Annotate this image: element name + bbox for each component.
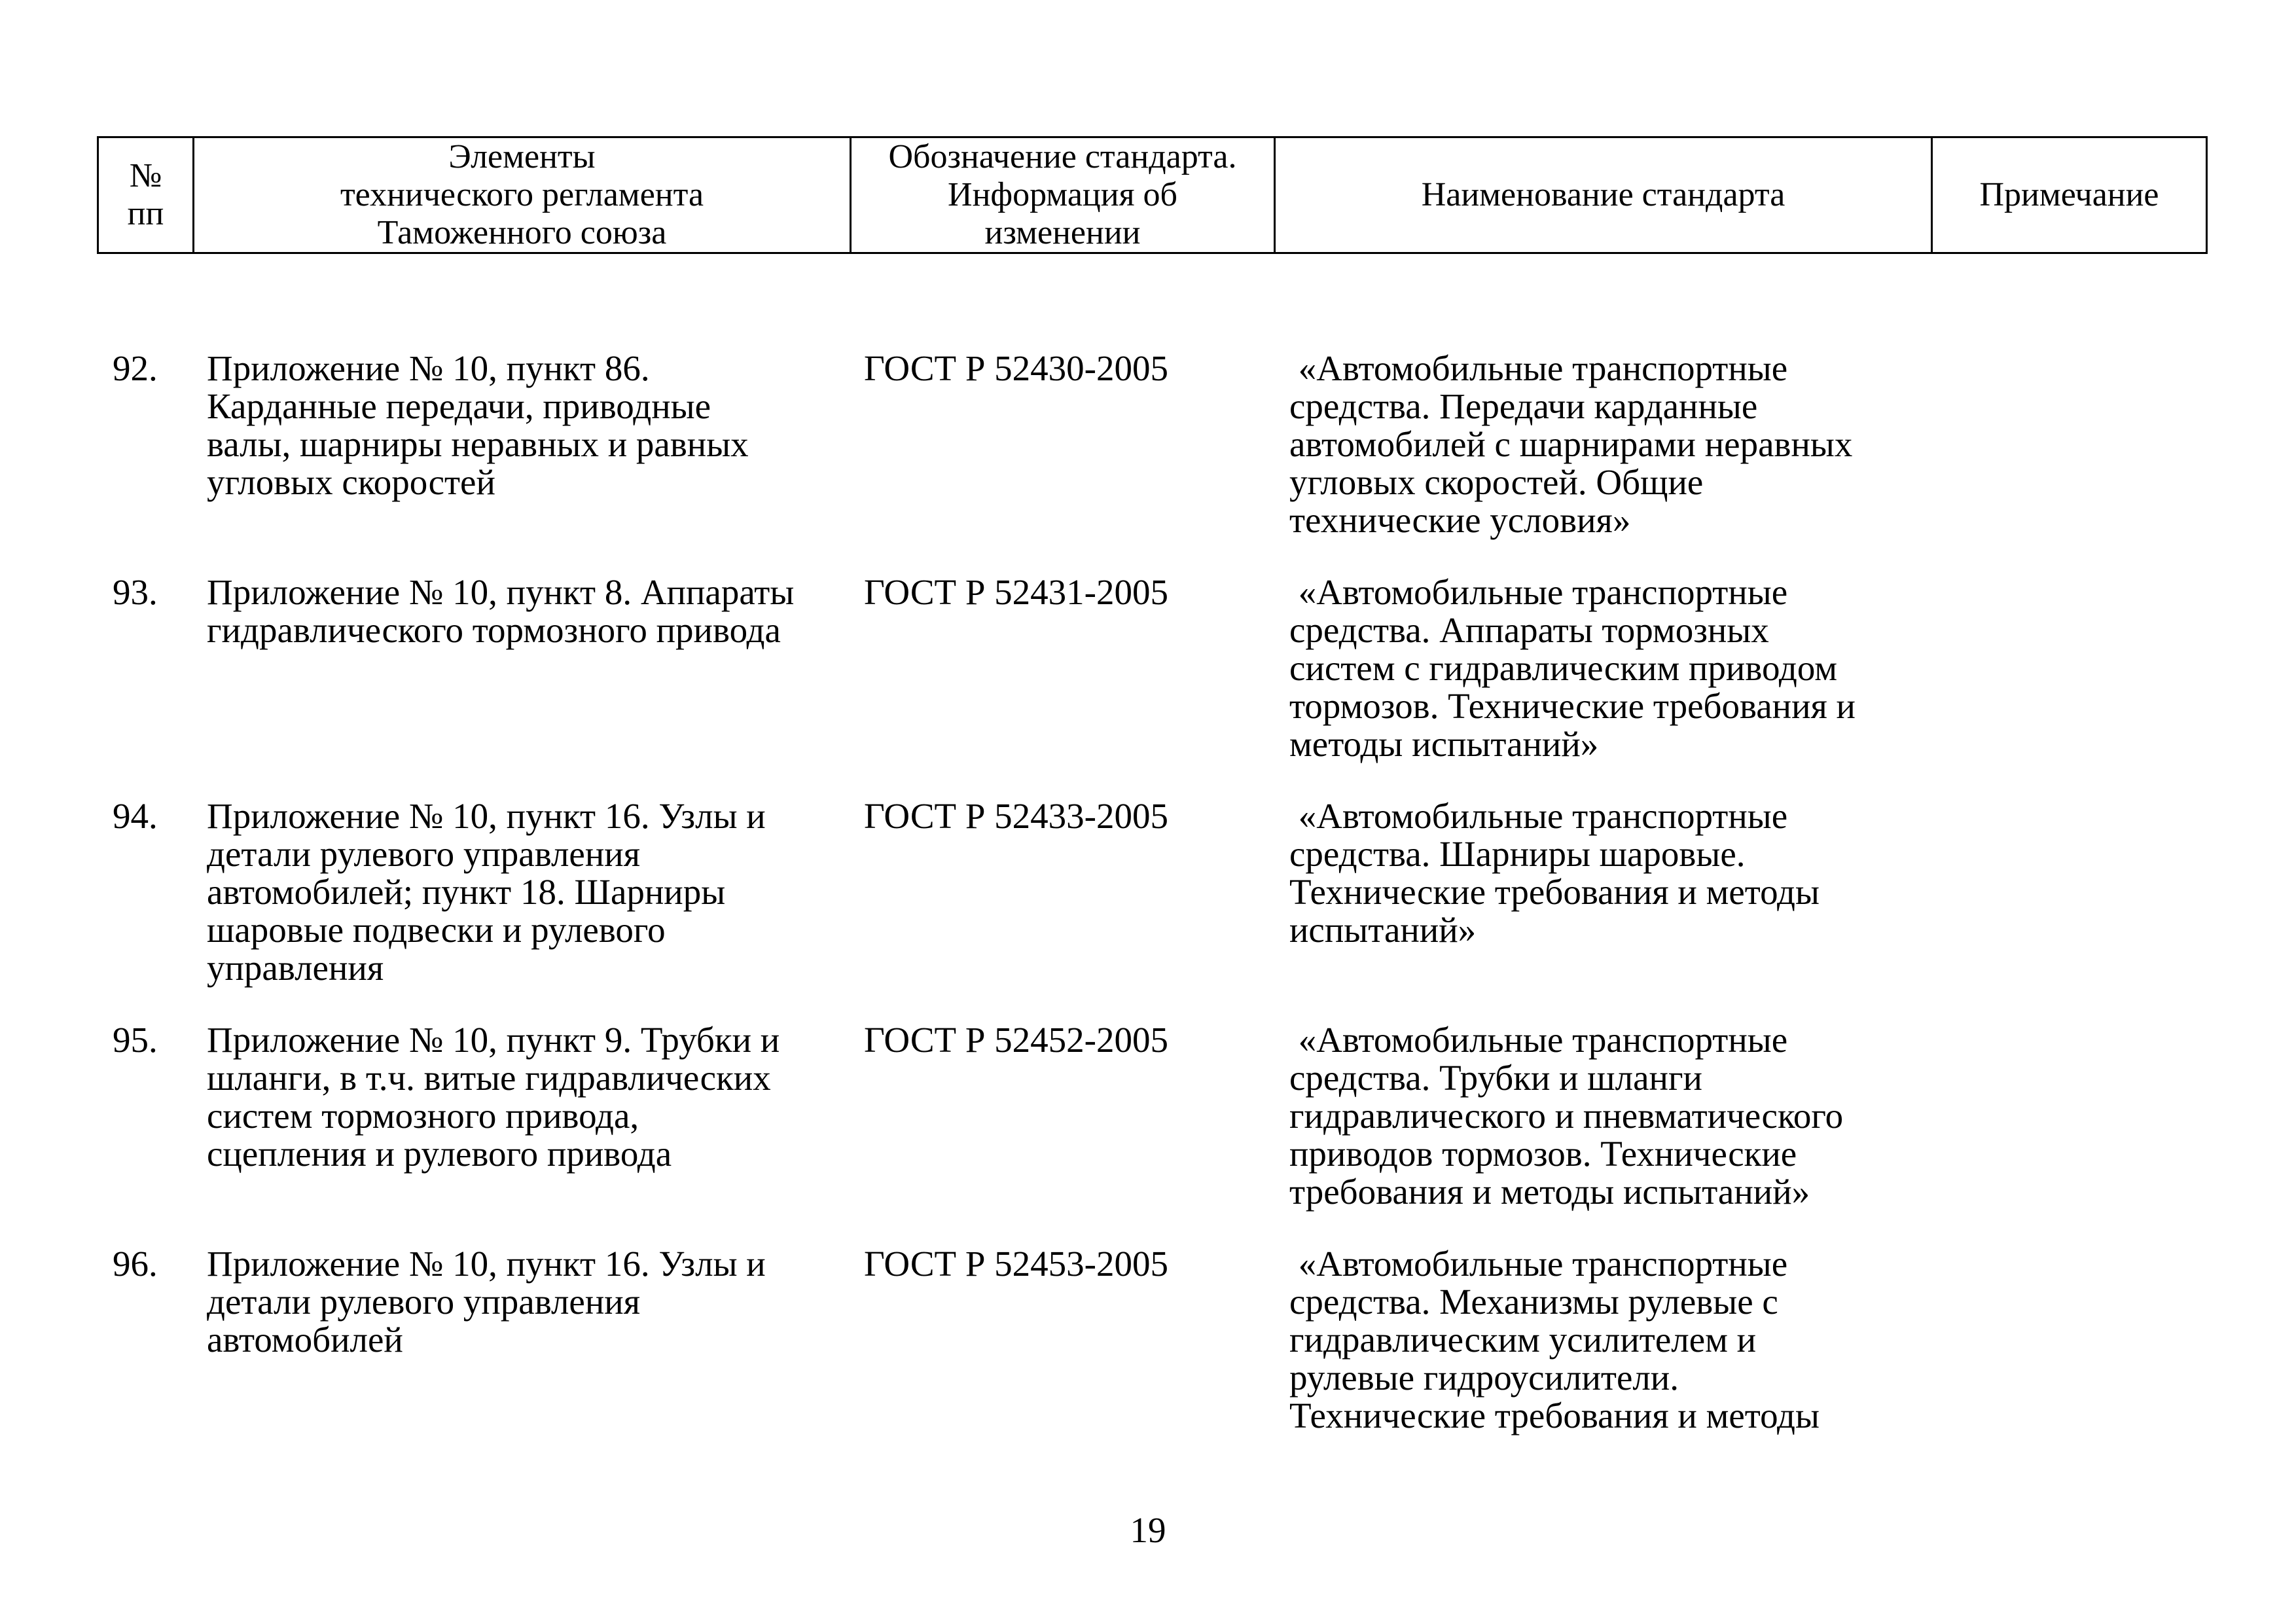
row-standard-name: «Автомобильные транспортные средства. Трубки и шланги гидравлического и пневматического приводов тормозов. Технические требования и методы испытаний» xyxy=(1289,1020,1844,1212)
header-standard: Обозначение стандарта. Информация об изменении xyxy=(851,137,1275,253)
table-body xyxy=(97,350,2206,1469)
header-note: Примечание xyxy=(1932,137,2207,253)
row-note xyxy=(1931,573,2206,797)
header-elements: Элементы технического регламента Таможенного союза xyxy=(194,137,851,253)
table-row xyxy=(97,1021,2206,1245)
row-elements: Приложение № 10, пункт 9. Трубки и шланги, в т.ч. витые гидравлических систем тормозного привода, сцепления и рулевого привода xyxy=(207,1020,780,1174)
row-standard-name: «Автомобильные транспортные средства. Передачи карданные автомобилей с шарнирами неравных угловых скоростей. Общие технические условия» xyxy=(1289,348,1853,540)
row-number: 96. xyxy=(113,1244,158,1284)
table-header xyxy=(97,136,2208,254)
row-number: 94. xyxy=(113,796,158,836)
row-note xyxy=(1931,1021,2206,1245)
row-number: 93. xyxy=(113,572,158,612)
row-standard: ГОСТ Р 52453-2005 xyxy=(864,1244,1169,1284)
row-number: 95. xyxy=(113,1020,158,1060)
row-elements: Приложение № 10, пункт 86. Карданные передачи, приводные валы, шарниры неравных и равных угловых скоростей xyxy=(207,348,749,502)
header-standard-name: Наименование стандарта xyxy=(1275,137,1932,253)
row-standard: ГОСТ Р 52431-2005 xyxy=(864,572,1169,612)
row-standard: ГОСТ Р 52452-2005 xyxy=(864,1020,1169,1060)
row-elements: Приложение № 10, пункт 16. Узлы и детали рулевого управления автомобилей xyxy=(207,1244,766,1360)
table-row xyxy=(97,1245,2206,1469)
header-number: № пп xyxy=(98,137,194,253)
row-standard: ГОСТ Р 52430-2005 xyxy=(864,348,1169,388)
row-note xyxy=(1931,797,2206,1021)
row-note xyxy=(1931,350,2206,573)
row-number: 92. xyxy=(113,348,158,388)
row-elements: Приложение № 10, пункт 16. Узлы и детали рулевого управления автомобилей; пункт 18. Шарниры шаровые подвески и рулевого управления xyxy=(207,796,766,988)
row-standard-name: «Автомобильные транспортные средства. Аппараты тормозных систем с гидравлическим приводом тормозов. Технические требования и методы испытаний» xyxy=(1289,572,1856,764)
row-standard-name: «Автомобильные транспортные средства. Шарниры шаровые. Технические требования и методы испытаний» xyxy=(1289,796,1820,950)
row-note xyxy=(1931,1245,2206,1469)
table-row xyxy=(97,350,2206,573)
row-standard-name: «Автомобильные транспортные средства. Механизмы рулевые с гидравлическим усилителем и рулевые гидроусилители. Технические требования и методы xyxy=(1289,1244,1820,1435)
page-number: 19 xyxy=(1130,1510,1166,1550)
table-row xyxy=(97,573,2206,797)
row-standard: ГОСТ Р 52433-2005 xyxy=(864,796,1169,836)
row-elements: Приложение № 10, пункт 8. Аппараты гидравлического тормозного привода xyxy=(207,572,795,650)
table-row xyxy=(97,797,2206,1021)
